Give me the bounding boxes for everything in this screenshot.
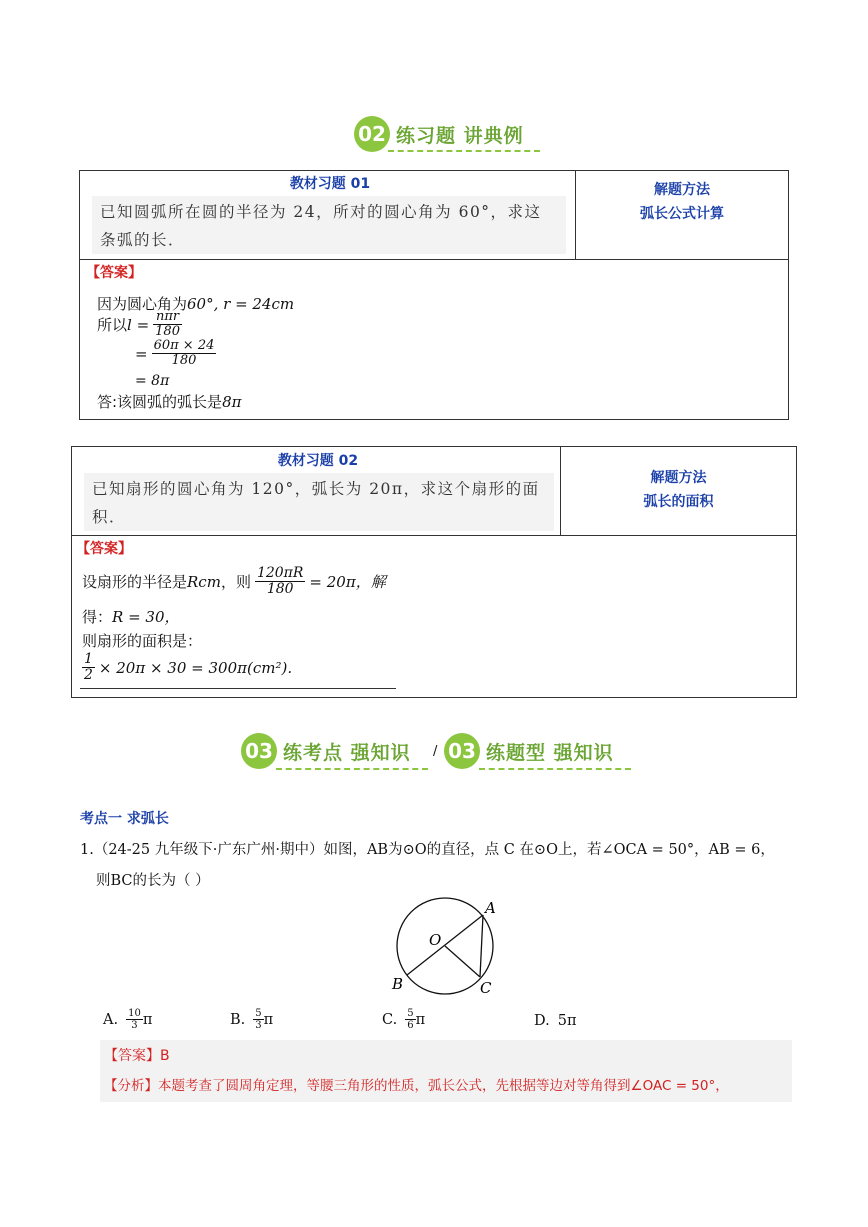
- solution-math: R = 30，: [112, 608, 180, 626]
- solution-line-2: [97, 310, 182, 340]
- diameter-ab: [407, 915, 483, 975]
- solution-text: ，则: [220, 573, 251, 592]
- circle-figure: [385, 893, 510, 998]
- method-panel: [576, 178, 788, 226]
- option-tail: π: [415, 1011, 426, 1028]
- fraction-numerator: 5: [407, 1008, 414, 1019]
- solution-math: =: [135, 344, 148, 363]
- option-key: D.: [534, 1013, 550, 1029]
- solution-text: 设扇形的半径是: [82, 573, 188, 592]
- exercise-question: 已知圆弧所在圆的半径为 24，所对的圆心角为 60°，求这条弧的长．: [92, 196, 566, 254]
- label-o: O: [429, 931, 442, 949]
- section-banner-02: [354, 116, 524, 152]
- solution-text: 因为圆心角为: [97, 295, 188, 313]
- option-key: B.: [230, 1011, 246, 1028]
- badge-number: 03: [241, 733, 277, 769]
- banner-underline: [388, 150, 540, 152]
- label-b: B: [392, 975, 404, 993]
- banner-title: 练考点 强知识: [283, 741, 411, 764]
- option-d[interactable]: [534, 1013, 576, 1029]
- banner-title: 练题型 强知识: [486, 741, 614, 764]
- banner-underline: [479, 768, 631, 770]
- option-c[interactable]: [382, 1008, 425, 1031]
- fraction: [152, 339, 217, 369]
- answer-panel: [100, 1040, 792, 1102]
- solution-text: 所以: [97, 316, 128, 335]
- segment-oc: [445, 946, 480, 977]
- banner-separator: /: [433, 744, 438, 759]
- section-title: 考点一 求弧长: [80, 811, 169, 827]
- fraction-denominator: 2: [84, 667, 93, 684]
- fraction-numerator: 120πR: [256, 565, 304, 581]
- exercise-title: 教材习题 02: [277, 453, 359, 469]
- solution-math: l =: [127, 315, 150, 334]
- solution-math: 8π: [222, 393, 242, 411]
- method-title: 解题方法: [650, 470, 707, 486]
- solution-line-4: = 8π: [135, 373, 170, 389]
- question-line-1: 1.（24-25 九年级下·广东广州·期中）如图，AB为⊙O的直径，点 C 在⊙O上，若∠OCA = 50°，AB = 6，: [80, 842, 775, 858]
- method-text: 弧长的面积: [643, 494, 714, 510]
- label-c: C: [480, 979, 492, 997]
- option-tail: π: [263, 1011, 274, 1028]
- section-banner-03b: [444, 733, 614, 769]
- exercise-title: 教材习题 01: [289, 176, 371, 192]
- question-line-2: 则BC的长为（ ）: [96, 873, 210, 889]
- solution-line-1: [82, 566, 386, 598]
- fraction-numerator: 5: [255, 1008, 262, 1019]
- solution-math: × 20π × 30 = 300π(cm²).: [98, 658, 293, 677]
- fraction-denominator: 180: [155, 324, 180, 340]
- solution-line-5: [97, 391, 241, 412]
- option-b[interactable]: [230, 1008, 273, 1031]
- option-key: A.: [103, 1011, 119, 1028]
- solution-math: = 20π，解: [309, 573, 386, 592]
- fraction: [253, 1008, 263, 1031]
- badge-number: 02: [354, 116, 390, 152]
- segment-ac: [480, 915, 483, 977]
- answer-line: 【答案】B: [104, 1048, 170, 1064]
- option-tail: π: [142, 1011, 153, 1028]
- badge-number: 03: [444, 733, 480, 769]
- solution-line-3: 则扇形的面积是：: [82, 632, 203, 650]
- fraction-denominator: 180: [266, 581, 294, 598]
- method-text: 弧长公式计算: [640, 206, 724, 222]
- solution-text: 得：: [82, 608, 113, 626]
- fraction: [405, 1008, 415, 1031]
- solution-math: 60°, r = 24cm: [187, 295, 295, 313]
- banner-underline: [276, 768, 428, 770]
- fraction: [126, 1008, 143, 1031]
- divider: [71, 535, 797, 536]
- fraction-denominator: 3: [131, 1020, 138, 1031]
- solution-line-3: [135, 339, 216, 369]
- option-tail: 5π: [557, 1013, 577, 1029]
- banner-title: 练习题 讲典例: [396, 124, 524, 147]
- divider: [79, 259, 789, 260]
- fraction: [82, 652, 95, 684]
- fraction: [255, 566, 305, 598]
- option-key: C.: [382, 1011, 398, 1028]
- fraction-numerator: 10: [128, 1008, 141, 1019]
- analysis-line: 【分析】本题考查了圆周角定理，等腰三角形的性质，弧长公式，先根据等边对等角得到∠OAC = 50°，: [104, 1078, 729, 1094]
- solution-text: 答:该圆弧的弧长是: [97, 393, 223, 411]
- fraction: [153, 310, 182, 340]
- underline: [80, 688, 396, 689]
- option-a[interactable]: [103, 1008, 152, 1031]
- fraction-denominator: 6: [407, 1020, 414, 1031]
- answer-label: 【答案】: [86, 265, 142, 281]
- fraction-denominator: 180: [171, 353, 197, 369]
- fraction-numerator: 60π × 24: [153, 338, 215, 353]
- label-a: A: [485, 899, 496, 917]
- answer-label: 【答案】: [76, 541, 132, 557]
- exercise-question: 已知扇形的圆心角为 120°，弧长为 20π，求这个扇形的面积．: [84, 473, 554, 531]
- fraction-numerator: nπr: [153, 310, 182, 325]
- solution-line-4: [82, 652, 292, 684]
- method-title: 解题方法: [654, 182, 710, 198]
- section-banner-03a: [241, 733, 411, 769]
- solution-line-2: [82, 606, 180, 627]
- method-panel: [561, 466, 796, 514]
- solution-math: Rcm: [187, 572, 221, 591]
- fraction-denominator: 3: [255, 1020, 262, 1031]
- fraction-numerator: 1: [84, 651, 93, 667]
